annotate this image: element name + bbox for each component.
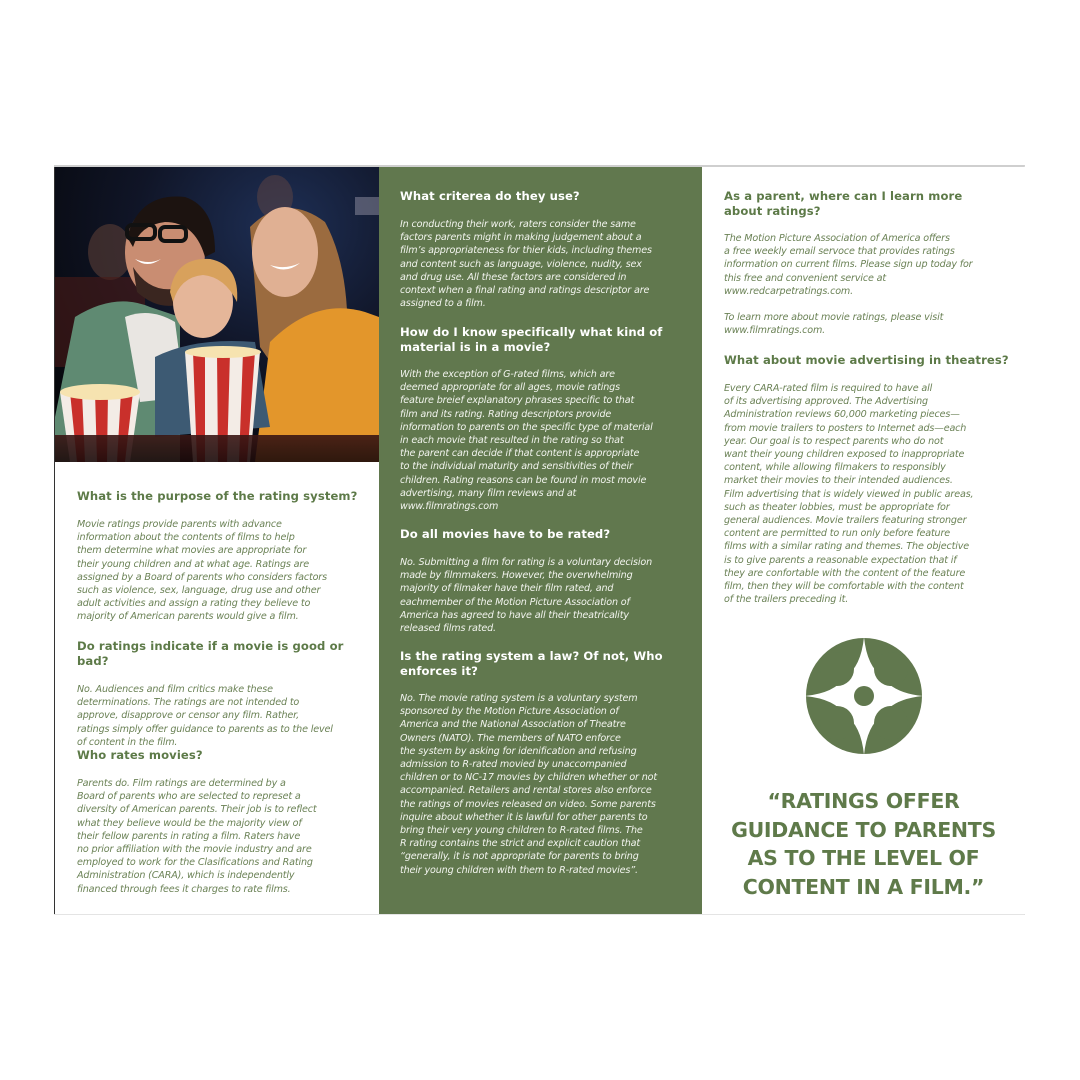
heading-law: Is the rating system a law? Of not, Who enforces it? (400, 649, 663, 678)
section-all-rated (400, 527, 690, 635)
body-material: With the exception of G-rated films, which are deemed appropriate for all ages, movie ratings feature breief explanatory phrases specific to that film and its rating. Rating descriptors provide information to parents on the specific type of material in each movie that resulted in the rating so that the parent can decide if that content is appropriate to the individual maturity and sensitivities of their children. Rating reasons can be found in most movie advertising, many film reviews and at www.filmratings.com (400, 369, 653, 513)
body-purpose: Movie ratings provide parents with advance information about the contents of films to help them determine what movies are appropriate for their young children and at what age. Ratings are assigned by a Board of parents who considers factors such as violence, sex, language, drug use and other adult activities and assign a rating they believe to majority of American parents would give a film. (77, 519, 327, 623)
link-redcarpetratings[interactable]: www.redcarpetratings.com. (724, 285, 854, 297)
heading-who-rates: Who rates movies? (77, 748, 203, 762)
left-panel (54, 167, 379, 914)
section-good-or-bad (77, 639, 362, 749)
right-panel (702, 167, 1025, 914)
heading-material: How do I know specifically what kind of material is in a movie? (400, 325, 663, 354)
section-who-rates (77, 748, 362, 896)
body-law: No. The movie rating system is a voluntary system sponsored by the Motion Picture Association of America and the National Association of Theatre Owners (NATO). The members of NATO enforce the system by asking for idenification and refusing admission to R-rated movied by unaccompanied children or to NC-17 movies by children whether or not accompanied. Retailers and rental stores also enforce the ratings of movies released on video. Some parents inquire about whether it is lawful for other parents to bring their very young children to R-rated films. The R rating contains the strict and explicit caution that “generally, it is not appropriate for parents to bring their young children with them to R-rated movies”. (400, 693, 658, 876)
pull-quote: “RATINGS OFFER GUIDANCE TO PARENTS AS TO THE LEVEL OF CONTENT IN A FILM.” (731, 789, 996, 899)
heading-good-or-bad: Do ratings indicate if a movie is good or bad? (77, 639, 344, 668)
heading-all-rated: Do all movies have to be rated? (400, 527, 611, 541)
link-filmratings[interactable]: www.filmratings.com. (724, 325, 826, 337)
section-purpose (77, 489, 362, 624)
body-all-rated: No. Submitting a film for rating is a voluntary decision made by filmmakers. However, the overwhelming majority of filmaker have their film rated, and eachmember of the Motion Picture Association of America has agreed to have all their theatricality released films rated. (400, 557, 653, 635)
heading-advertising: What about movie advertising in theatres? (724, 353, 1009, 367)
section-criteria (400, 189, 690, 310)
body-advertising: Every CARA-rated film is required to have all of its advertising approved. The Advertising Administration reviews 60,000 marketing pieces— from movie trailers to posters to Internet ads—each year. Our goal is to respect parents who do not want their young children exposed to inappropriate content, while allowing filmakers to responsibly market their movies to their intended audiences. Film advertising that is widely viewed in public areas, such as theater lobbies, must be appropriate for general audiences. Movie trailers featuring stronger content are permitted to run only before feature films with a similar rating and themes. The objective is to give parents a reasonable expectation that if they are confortable with the content of the feature film, then they will be comfortable with the content of the trailers preceding it. (724, 383, 974, 606)
section-material (400, 325, 690, 513)
heading-learn-more: As a parent, where can I learn more about ratings? (724, 189, 963, 218)
family-at-movies-photo (55, 167, 379, 462)
body-who-rates: Parents do. Film ratings are determined by a Board of parents who are selected to represet a diversity of American parents. Their job is to reflect what they believe would be the majority view of their fellow parents in rating a film. Raters have no prior affiliation with the movie industry and are employed to work for the Clasifications and Rating Administration (CARA), which is independently financed through fees it charges to rate films. (77, 778, 317, 895)
heading-criteria: What criterea do they use? (400, 189, 580, 203)
body-criteria: In conducting their work, raters consider the same factors parents might in making judgement about a film’s appropriateness for thier kids, including themes and content such as language, violence, nudity, sex and drug use. All these factors are considered in context when a final rating and ratings descriptor are assigned to a film. (400, 219, 652, 310)
film-reel-icon (805, 637, 923, 755)
heading-purpose: What is the purpose of the rating system? (77, 489, 358, 503)
body-learn-more: The Motion Picture Association of America offers a free weekly email servoce that provides ratings information on current films. Please sign up today for this free and convenient service at www.redcarpetratings.com. To learn more about movie ratings, please visit www.filmratings.com. (724, 233, 973, 337)
brochure-sheet (54, 165, 1025, 915)
section-law (400, 649, 690, 877)
body-good-or-bad: No. Audiences and film critics make these determinations. The ratings are not intended to approve, disapprove or censor any film. Rather, ratings simply offer guidance to parents as to the level of content in the film. (77, 684, 333, 748)
middle-panel (379, 167, 702, 914)
section-advertising (724, 353, 1009, 606)
section-learn-more (724, 189, 1009, 338)
